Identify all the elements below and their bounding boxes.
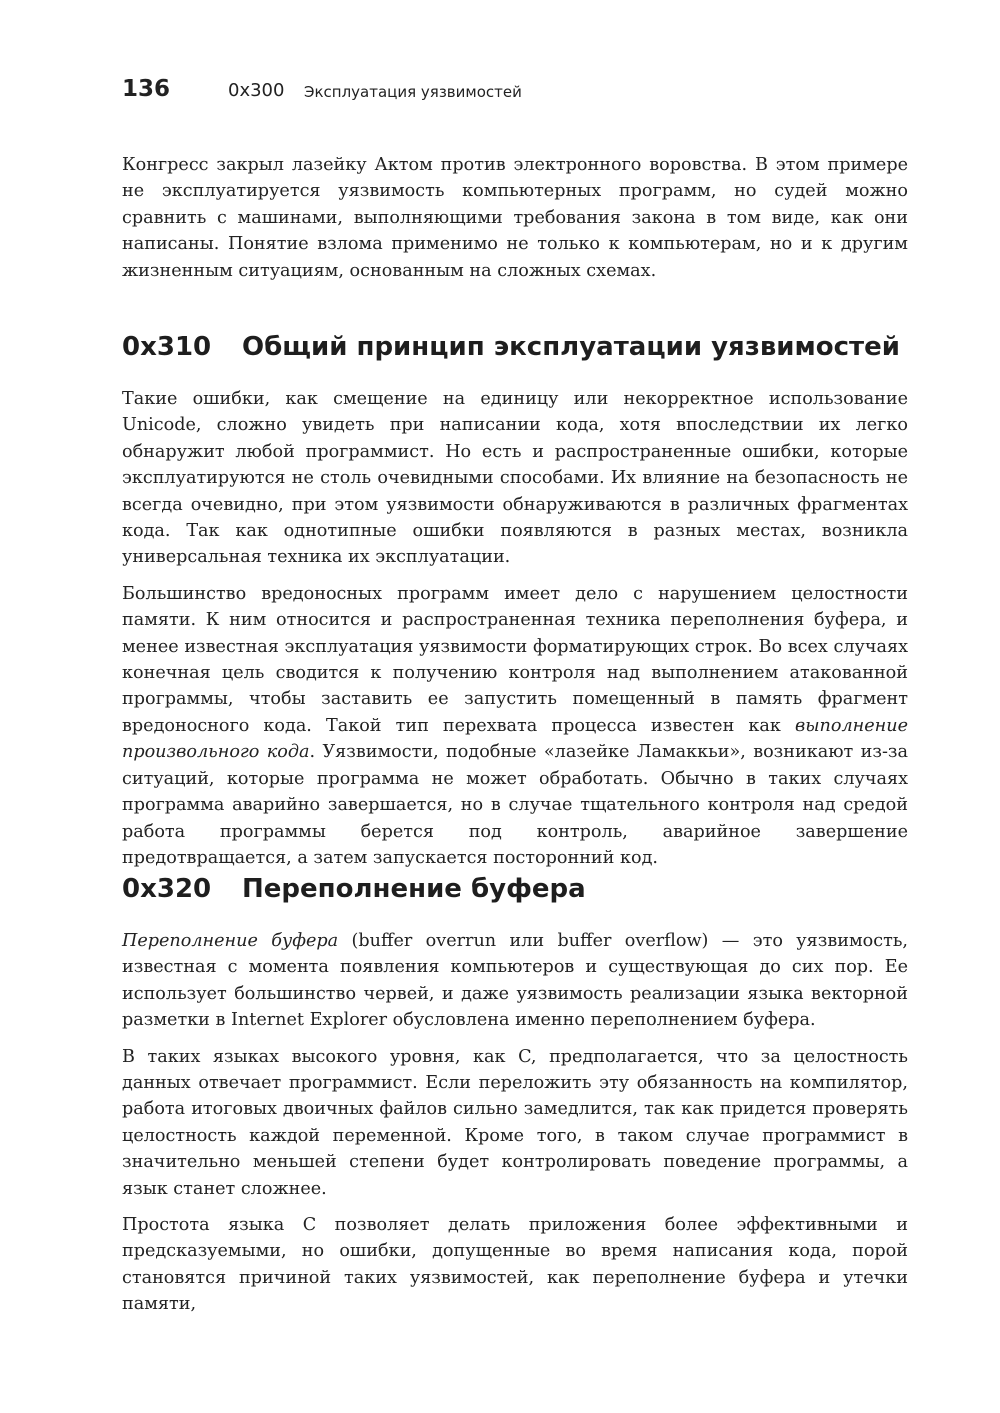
- section-title: Общий принцип эксплуатации уязвимостей: [242, 332, 900, 362]
- section-310: [122, 329, 908, 365]
- section-320-paragraph-1: [122, 928, 908, 1034]
- paragraph-text: . Уязвимости, подобные «лазейке Ламаккьи», возникают из-за ситуаций, которые программа не может обработать. Обычно в таких случаях программа аварийно завершается, но в случае тщательного контроля над средой работа программы берется под контроль, аварийное завершение предотвращается, а затем запускается посторонний код.: [122, 742, 908, 868]
- section-320-paragraph-3: Простота языка C позволяет делать приложения более эффективными и предсказуемыми, но ошибки, допущенные во время написания кода, порой становятся причиной таких уязвимостей, как переполнение буфера и утечки памяти,: [122, 1215, 908, 1315]
- section-heading-320: [122, 871, 908, 907]
- section-310-body: [122, 386, 908, 871]
- page-number: 136: [122, 76, 171, 102]
- section-320: [122, 871, 908, 907]
- emphasized-term: Переполнение буфера: [122, 931, 339, 951]
- section-number: 0x310: [122, 332, 212, 362]
- section-310-paragraph-2: [122, 581, 908, 871]
- section-310-paragraph-1: Такие ошибки, как смещение на единицу или некорректное использование Unicode, сложно увидеть при написании кода, хотя впоследствии их легко обнаружит любой программист. Но есть и распространенные ошибки, которые эксплуатируются не столь очевидными способами. Их влияние на безопасность не всегда очевидно, при этом уязвимости обнаруживаются в различных фрагментах кода. Так как однотипные ошибки появляются в разных местах, возникла универсальная техника их эксплуатации.: [122, 389, 908, 568]
- section-number: 0x320: [122, 874, 212, 904]
- chapter-title: Эксплуатация уязвимостей: [304, 83, 522, 101]
- section-title: Переполнение буфера: [242, 874, 586, 904]
- paragraph-text: Большинство вредоносных программ имеет дело с нарушением целостности памяти. К ним относится и распространенная техника переполнения буфера, и менее известная эксплуатация уязвимости форматирующих строк. Во всех случаях конечная цель сводится к получению контроля над выполнением атакованной программы, чтобы заставить ее запустить помещенный в память фрагмент вредоносного кода. Такой тип перехвата процесса известен как: [122, 583, 908, 736]
- chapter-code: 0x300: [228, 80, 285, 101]
- section-320-paragraph-2: В таких языках высокого уровня, как C, предполагается, что за целостность данных отвечает программист. Если переложить эту обязанность на компилятор, работа итоговых двоичных файлов сильно замедлится, так как придется проверять целостность каждой переменной. Кроме того, в таком случае программист в значительно меньшей степени будет контролировать поведение программы, а язык станет сложнее.: [122, 1046, 908, 1199]
- paragraph-text: (buffer overrun или buffer overflow) — это уязвимость, известная с момента появления компьютеров и существующая до сих пор. Ее использует большинство червей, и даже уязвимость реализации языка векторной разметки в Internet Explorer обусловлена именно переполнением буфера.: [122, 931, 909, 1031]
- intro-block: [122, 152, 908, 284]
- emphasized-term: выполнение произвольного кода: [122, 715, 908, 763]
- section-320-body: [122, 928, 908, 1318]
- section-heading-310: [122, 329, 908, 365]
- intro-paragraph: Конгресс закрыл лазейку Актом против электронного воровства. В этом примере не эксплуатируется уязвимость компьютерных программ, но судей можно сравнить с машинами, выполняющими требования закона в том виде, как они написаны. Понятие взлома применимо не только к компьютерам, но и к другим жизненным ситуациям, основанным на сложных схемах.: [122, 155, 908, 281]
- running-header: [122, 76, 908, 110]
